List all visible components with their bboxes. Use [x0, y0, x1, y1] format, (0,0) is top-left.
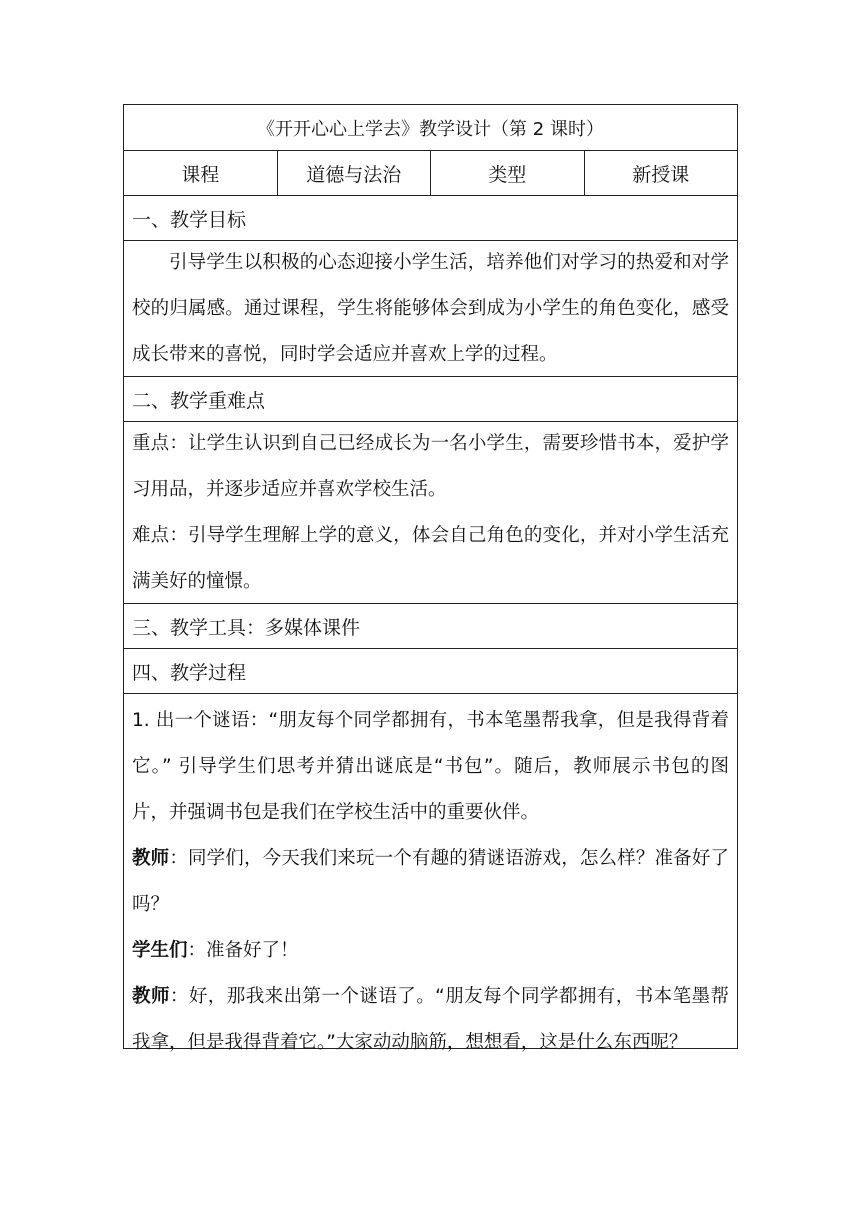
type-label: 类型: [431, 151, 585, 195]
dialogue-line: [132, 836, 729, 928]
lesson-plan-table: [123, 104, 738, 1053]
dialogue-line: [132, 928, 729, 974]
process-section: [124, 694, 737, 1053]
goals-text: 引导学生以积极的心态迎接小学生活，培养他们对学习的热爱和对学校的归属感。通过课程，学生将能够体会到成为小学生的角色变化，感受成长带来的喜悦，同时学会适应并喜欢上学的过程。: [132, 251, 729, 365]
difficult-point-text: 难点：引导学生理解上学的意义，体会自己角色的变化，并对小学生活充满美好的憧憬。: [132, 524, 729, 592]
document-title: 《开开心心上学去》教学设计（第 2 课时）: [124, 105, 737, 151]
course-label: 课程: [124, 151, 278, 195]
dialogue-text: ：好，那我来出第一个谜语了。“朋友每个同学都拥有，书本笔墨帮我拿，但是我得背着它。”大家动动脑筋，想想看，这是什么东西呢？: [132, 986, 729, 1053]
speaker-name: 教师: [132, 848, 170, 869]
keypoints-heading: 二、教学重难点: [124, 377, 737, 422]
process-heading: 四、教学过程: [124, 649, 737, 694]
speaker-name: 学生们: [132, 940, 188, 961]
course-meta-row: [124, 151, 737, 196]
course-value: 道德与法治: [278, 151, 432, 195]
keypoints-section: [124, 422, 737, 604]
dialogue-line: [132, 974, 729, 1066]
dialogue-text: ：同学们，今天我们来玩一个有趣的猜谜语游戏，怎么样？准备好了吗？: [132, 848, 729, 915]
goals-section: [124, 241, 737, 377]
goals-heading: 一、教学目标: [124, 196, 737, 241]
tools-heading: 三、教学工具：多媒体课件: [124, 604, 737, 649]
speaker-name: 教师: [132, 986, 170, 1007]
type-value: 新授课: [632, 163, 690, 186]
key-point-text: 重点：让学生认识到自己已经成长为一名小学生，需要珍惜书本，爱护学习用品，并逐步适应并喜欢学校生活。: [132, 432, 729, 500]
process-step-1: 1. 出一个谜语：“朋友每个同学都拥有，书本笔墨帮我拿，但是我得背着它。” 引导学生们思考并猜出谜底是“书包”。随后，教师展示书包的图片，并强调书包是我们在学校生活中的重要伙伴。: [132, 710, 729, 823]
dialogue-text: ：准备好了！: [187, 940, 299, 961]
